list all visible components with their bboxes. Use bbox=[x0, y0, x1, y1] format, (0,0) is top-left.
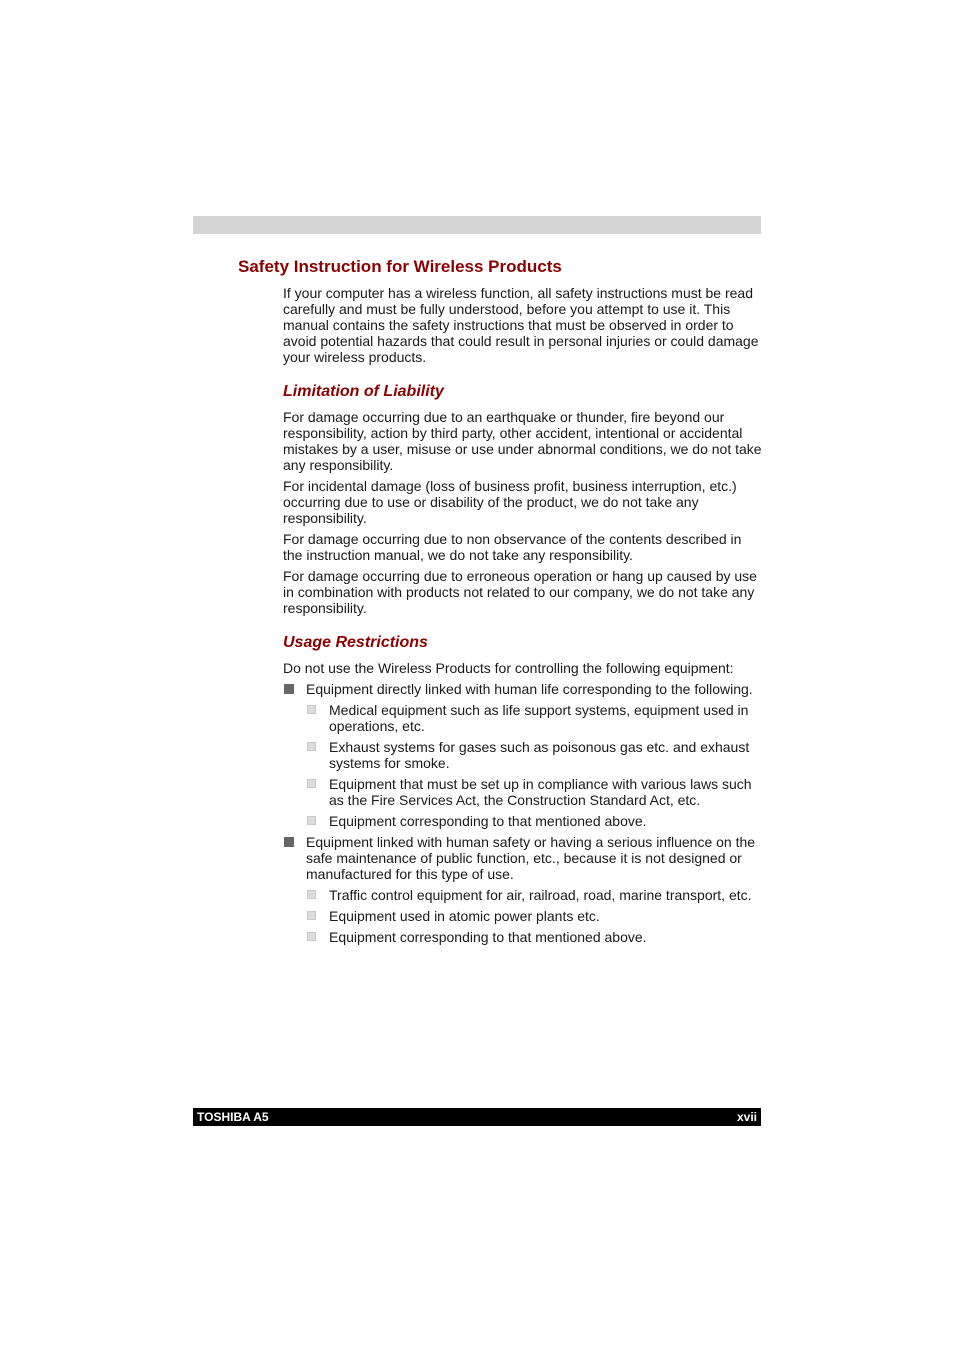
sub-list-item-text: Equipment that must be set up in compliance with various laws such as the Fire Services Act, the Construction Standard Act, etc. bbox=[329, 776, 752, 808]
sub-list bbox=[306, 702, 763, 829]
square-bullet-icon bbox=[307, 742, 316, 751]
sub-list-item-text: Traffic control equipment for air, railroad, road, marine transport, etc. bbox=[329, 887, 752, 903]
square-bullet-icon bbox=[284, 684, 294, 694]
footer-bar bbox=[193, 1108, 761, 1126]
square-bullet-icon bbox=[307, 705, 316, 714]
sub-list-item bbox=[306, 739, 763, 771]
list-item bbox=[283, 681, 763, 829]
page-number: xvii bbox=[736, 1110, 757, 1124]
sub-list-item bbox=[306, 929, 763, 945]
sub-list-item bbox=[306, 887, 763, 903]
sub-list-item-text: Equipment corresponding to that mentioned above. bbox=[329, 813, 647, 829]
sub-list-item-text: Medical equipment such as life support systems, equipment used in operations, etc. bbox=[329, 702, 749, 734]
liability-paragraph: For damage occurring due to non observance of the contents described in the instruction manual, we do not take any responsibility. bbox=[283, 531, 742, 563]
sub-list-item bbox=[306, 702, 763, 734]
list-item-text: Equipment directly linked with human life corresponding to the following. bbox=[306, 681, 753, 697]
sub-list-item bbox=[306, 908, 763, 924]
list-item bbox=[283, 834, 763, 945]
sub-list-item bbox=[306, 813, 763, 829]
square-bullet-icon bbox=[284, 837, 294, 847]
liability-paragraph: For incidental damage (loss of business profit, business interruption, etc.) occurring due to use or disability of the product, we do not take any responsibility. bbox=[283, 478, 737, 526]
square-bullet-icon bbox=[307, 890, 316, 899]
square-bullet-icon bbox=[307, 911, 316, 920]
liability-paragraph: For damage occurring due to erroneous operation or hang up caused by use in combination with products not related to our company, we do not take any responsibility. bbox=[283, 568, 757, 616]
page-title: Safety Instruction for Wireless Products bbox=[238, 257, 562, 276]
sub-list-item-text: Exhaust systems for gases such as poisonous gas etc. and exhaust systems for smoke. bbox=[329, 739, 750, 771]
sub-list bbox=[306, 887, 763, 945]
square-bullet-icon bbox=[307, 779, 316, 788]
sub-list-item-text: Equipment used in atomic power plants etc. bbox=[329, 908, 600, 924]
header-bar bbox=[193, 216, 761, 234]
usage-heading: Usage Restrictions bbox=[283, 634, 428, 651]
liability-paragraph: For damage occurring due to an earthquake or thunder, fire beyond our responsibility, action by third party, other accident, intentional or accidental mistakes by a user, misuse or use under abnormal conditions, we do not take any responsibility. bbox=[283, 409, 762, 473]
sub-list-item bbox=[306, 776, 763, 808]
usage-intro: Do not use the Wireless Products for controlling the following equipment: bbox=[283, 660, 734, 676]
restriction-list bbox=[283, 681, 763, 945]
sub-list-item-text: Equipment corresponding to that mentioned above. bbox=[329, 929, 647, 945]
main-content bbox=[283, 285, 763, 950]
list-item-text: Equipment linked with human safety or having a serious influence on the safe maintenance of public function, etc., because it is not designed or manufactured for this type of use. bbox=[306, 834, 756, 882]
square-bullet-icon bbox=[307, 816, 316, 825]
intro-paragraph: If your computer has a wireless function, all safety instructions must be read carefully and must be fully understood, before you attempt to use it. This manual contains the safety instructions that must be observed in order to avoid potential hazards that could result in personal injuries or could damage your wireless products. bbox=[283, 285, 759, 365]
square-bullet-icon bbox=[307, 932, 316, 941]
footer-model: TOSHIBA A5 bbox=[197, 1110, 269, 1124]
liability-heading: Limitation of Liability bbox=[283, 383, 444, 400]
